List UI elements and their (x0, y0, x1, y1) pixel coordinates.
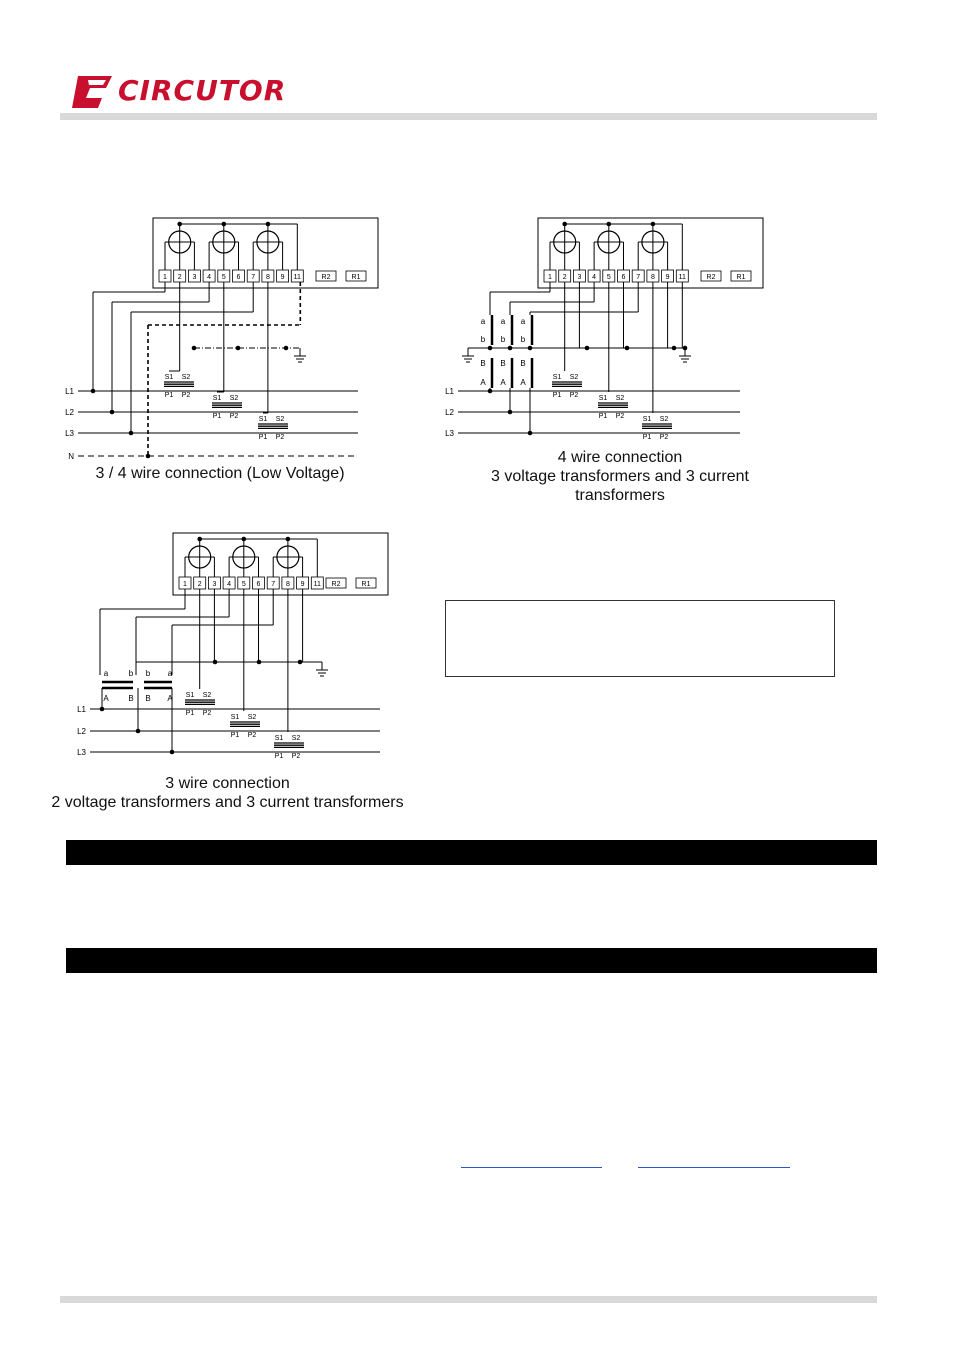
terminal-number: 2 (177, 274, 182, 281)
junction-dot (177, 222, 182, 227)
line-label: L2 (77, 727, 86, 736)
junction-dot (242, 537, 247, 542)
ct-label: S2 (659, 416, 669, 423)
terminal-number: 4 (592, 274, 597, 281)
terminal-number: 2 (197, 581, 202, 588)
terminal-number: 3 (192, 274, 197, 281)
vt-label: B (500, 359, 506, 368)
vt-label: a (167, 669, 173, 678)
terminal-number: 11 (313, 581, 321, 588)
junction-dot (136, 729, 141, 734)
ct-label: P2 (181, 392, 191, 399)
note-box (445, 600, 835, 677)
junction-dot (651, 222, 656, 227)
hyperlink-underline[interactable] (638, 1167, 790, 1168)
junction-dot (625, 346, 630, 351)
ct-label: S1 (185, 692, 195, 699)
line-label: L1 (77, 705, 86, 714)
ct-label: S1 (212, 395, 222, 402)
terminal-number: 7 (251, 274, 256, 281)
terminal-number: 4 (207, 274, 212, 281)
junction-dot (286, 537, 291, 542)
ct-label: S1 (164, 374, 174, 381)
junction-dot (266, 222, 271, 227)
header-rule (60, 113, 877, 120)
junction-dot (488, 346, 493, 351)
brand-name: CIRCUTOR (118, 74, 287, 107)
terminal-number: 5 (606, 274, 611, 281)
ct-label: P2 (569, 392, 579, 399)
junction-dot (192, 346, 197, 351)
vt-label: a (520, 317, 526, 326)
terminal-number: 8 (265, 274, 270, 281)
vt-label: A (500, 378, 506, 387)
ct-label: S1 (552, 374, 562, 381)
ct-label: S2 (202, 692, 212, 699)
junction-dot (213, 660, 218, 665)
vt-label: a (500, 317, 506, 326)
ct-label: P2 (247, 732, 257, 739)
ct-label: S2 (615, 395, 625, 402)
relay-label: R1 (351, 274, 361, 281)
terminal-number: 9 (665, 274, 670, 281)
junction-dot (607, 222, 612, 227)
relay-label: R2 (321, 274, 331, 281)
terminal-number: 8 (650, 274, 655, 281)
four-wire-caption-line3: transformers (575, 487, 665, 504)
line-label: L3 (65, 429, 74, 438)
ct-label: P1 (258, 434, 268, 441)
ct-label: P2 (275, 434, 285, 441)
section-heading-bar (66, 840, 877, 865)
ct-label: P2 (615, 413, 625, 420)
vt-label: a (103, 669, 109, 678)
terminal-number: 11 (293, 274, 301, 281)
terminal-number: 1 (183, 581, 187, 588)
four-wire-wiring-diagram (440, 210, 770, 445)
ct-label: P1 (642, 434, 652, 441)
ct-label: P2 (229, 413, 239, 420)
line-label: L1 (65, 387, 74, 396)
relay-label: R2 (706, 274, 716, 281)
terminal-number: 1 (548, 274, 552, 281)
ct-label: P1 (274, 753, 284, 760)
ct-label: S1 (258, 416, 268, 423)
junction-dot (298, 660, 303, 665)
ct-label: P1 (552, 392, 562, 399)
line-label: L3 (77, 748, 86, 757)
ct-label: P1 (598, 413, 608, 420)
relay-label: R1 (736, 274, 746, 281)
vt-label: B (480, 359, 486, 368)
junction-dot (222, 222, 227, 227)
relay-label: R1 (361, 581, 371, 588)
vt-label: A (480, 378, 486, 387)
ct-label: P1 (212, 413, 222, 420)
vt-label: b (128, 669, 134, 678)
terminal-number: 1 (163, 274, 167, 281)
terminal-number: 6 (236, 274, 241, 281)
line-label: L2 (445, 408, 454, 417)
vt-label: A (103, 694, 109, 703)
junction-dot (236, 346, 241, 351)
vt-label: B (145, 694, 151, 703)
ct-label: S1 (642, 416, 652, 423)
junction-dot (100, 707, 105, 712)
vt-label: a (480, 317, 486, 326)
ct-label: S2 (247, 714, 257, 721)
junction-dot (110, 410, 115, 415)
line-label: L2 (65, 408, 74, 417)
ct-label: S2 (291, 735, 301, 742)
hyperlink-underline[interactable] (461, 1167, 602, 1168)
neutral-label: N (68, 452, 74, 461)
junction-dot (672, 346, 677, 351)
terminal-number: 4 (227, 581, 232, 588)
terminal-number: 6 (256, 581, 261, 588)
junction-dot (508, 410, 513, 415)
junction-dot (170, 750, 175, 755)
three-wire-caption-line2: 2 voltage transformers and 3 current transformers (51, 794, 404, 811)
three-wire-caption-line1: 3 wire connection (165, 775, 290, 792)
ct-label: S2 (181, 374, 191, 381)
ct-label: P2 (202, 710, 212, 717)
junction-dot (528, 431, 533, 436)
junction-dot (562, 222, 567, 227)
terminal-number: 7 (636, 274, 641, 281)
junction-dot (508, 346, 513, 351)
ct-label: S1 (230, 714, 240, 721)
terminal-number: 6 (621, 274, 626, 281)
vt-label: B (128, 694, 134, 703)
relay-label: R2 (331, 581, 341, 588)
low-voltage-caption: 3 / 4 wire connection (Low Voltage) (95, 465, 345, 482)
vt-label: b (500, 335, 506, 344)
three-wire-caption (40, 774, 415, 812)
ct-label: P1 (164, 392, 174, 399)
vt-label: b (520, 335, 526, 344)
terminal-number: 7 (271, 581, 276, 588)
vt-label: A (167, 694, 173, 703)
section-heading-bar (66, 948, 877, 973)
ct-label: S2 (275, 416, 285, 423)
junction-dot (585, 346, 590, 351)
junction-dot (528, 346, 533, 351)
footer-rule (60, 1296, 877, 1303)
vt-label: B (520, 359, 526, 368)
terminal-number: 8 (285, 581, 290, 588)
junction-dot (488, 389, 493, 394)
vt-label: A (520, 378, 526, 387)
vt-label: b (480, 335, 486, 344)
ct-label: P2 (291, 753, 301, 760)
four-wire-caption-line2: 3 voltage transformers and 3 current (491, 468, 749, 485)
junction-dot (197, 537, 202, 542)
three-wire-wiring-diagram (60, 525, 400, 775)
ct-label: P1 (230, 732, 240, 739)
junction-dot (146, 454, 151, 459)
four-wire-caption (470, 448, 770, 505)
ct-label: S2 (569, 374, 579, 381)
terminal-number: 5 (241, 581, 246, 588)
junction-dot (129, 431, 134, 436)
ct-label: S2 (229, 395, 239, 402)
terminal-number: 11 (678, 274, 686, 281)
ct-label: S1 (598, 395, 608, 402)
ct-label: P2 (659, 434, 669, 441)
line-label: L1 (445, 387, 454, 396)
terminal-number: 2 (562, 274, 567, 281)
ct-label: S1 (274, 735, 284, 742)
junction-dot (91, 389, 96, 394)
line-label: L3 (445, 429, 454, 438)
four-wire-caption-line1: 4 wire connection (557, 449, 683, 466)
junction-dot (284, 346, 289, 351)
vt-label: b (145, 669, 151, 678)
terminal-number: 9 (280, 274, 285, 281)
terminal-number: 3 (577, 274, 582, 281)
terminal-number: 9 (300, 581, 305, 588)
terminal-number: 5 (221, 274, 226, 281)
ct-label: P1 (185, 710, 195, 717)
low-voltage-wiring-diagram (60, 210, 380, 465)
terminal-number: 3 (212, 581, 217, 588)
